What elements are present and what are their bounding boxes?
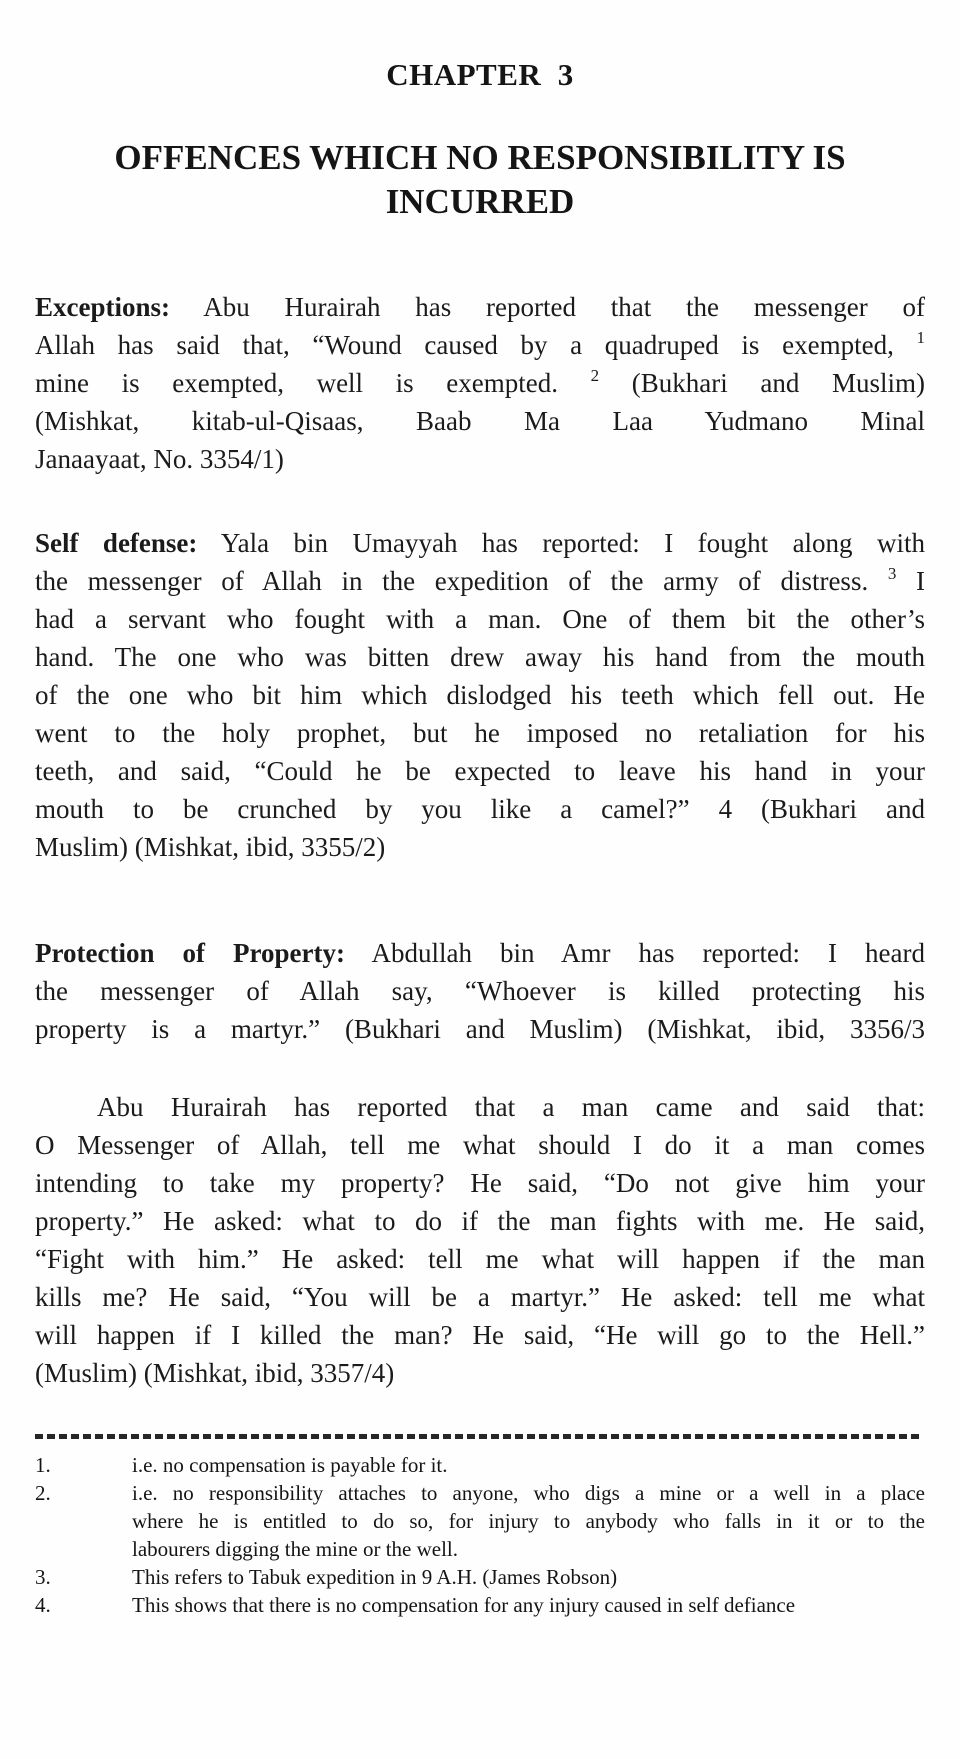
run-in-heading: Protection of Property: bbox=[35, 938, 345, 968]
footnote bbox=[35, 1591, 925, 1619]
run-in-heading: Exceptions: bbox=[35, 292, 170, 322]
text-segment: Yala bin Umayyah has reported: I fought along with bbox=[197, 528, 925, 558]
footnote-number: 3. bbox=[35, 1565, 51, 1589]
text-segment: hand. The one who was bitten drew away his hand from the mouth bbox=[35, 642, 925, 672]
paragraph-self-defense bbox=[35, 524, 925, 866]
footnote-text-line: i.e. no responsibility attaches to anyone, who digs a mine or a well in a place bbox=[132, 1481, 925, 1505]
text-segment: (Muslim) (Mishkat, ibid, 3357/4) bbox=[35, 1358, 395, 1388]
footnote-marker: 1 bbox=[916, 328, 925, 347]
text-segment: intending to take my property? He said, “Do not give him your bbox=[35, 1168, 925, 1198]
text-line bbox=[35, 714, 925, 752]
text-line bbox=[35, 790, 925, 828]
footnote-text-line: This refers to Tabuk expedition in 9 A.H. (James Robson) bbox=[132, 1565, 618, 1589]
page-title bbox=[35, 136, 925, 224]
text-line bbox=[35, 524, 925, 562]
footnote-text bbox=[132, 1591, 925, 1619]
text-segment: mine is exempted, well is exempted. bbox=[35, 368, 591, 398]
text-line bbox=[35, 638, 925, 676]
text-line bbox=[35, 440, 925, 478]
footnote-separator bbox=[35, 1434, 919, 1439]
run-in-heading: Self defense: bbox=[35, 528, 198, 558]
paragraph-exceptions bbox=[35, 288, 925, 478]
text-line bbox=[35, 752, 925, 790]
footnote bbox=[35, 1563, 925, 1591]
text-segment: “Fight with him.” He asked: tell me what will happen if the man bbox=[35, 1244, 925, 1274]
page-title-line-1: OFFENCES WHICH NO RESPONSIBILITY IS bbox=[114, 138, 846, 177]
text-line bbox=[35, 1354, 925, 1392]
text-segment: Abdullah bin Amr has reported: I heard bbox=[344, 938, 925, 968]
paragraph-protection-of-property bbox=[35, 934, 925, 1048]
text-line bbox=[35, 1088, 925, 1126]
text-line bbox=[35, 1240, 925, 1278]
text-segment: (Mishkat, kitab-ul-Qisaas, Baab Ma Laa Yudmano Minal bbox=[35, 406, 925, 436]
footnote-marker: 2 bbox=[590, 366, 600, 385]
footnote-number: 4. bbox=[35, 1593, 51, 1617]
text-line bbox=[35, 934, 925, 972]
text-line bbox=[35, 402, 925, 440]
text-segment: property.” He asked: what to do if the man fights with me. He said, bbox=[35, 1206, 925, 1236]
text-line bbox=[35, 676, 925, 714]
text-segment: kills me? He said, “You will be a martyr.” He asked: tell me what bbox=[35, 1282, 925, 1312]
text-segment: Abu Hurairah has reported that the messenger of bbox=[170, 292, 925, 322]
footnote-number: 1. bbox=[35, 1453, 51, 1477]
footnote-text bbox=[132, 1563, 925, 1591]
text-line bbox=[35, 364, 925, 402]
footnote-text bbox=[132, 1479, 925, 1563]
paragraph-abu-hurairah-dialogue bbox=[35, 1088, 925, 1392]
text-segment: O Messenger of Allah, tell me what should I do it a man comes bbox=[35, 1130, 925, 1160]
text-line bbox=[35, 972, 925, 1010]
chapter-heading: CHAPTER 3 bbox=[386, 57, 574, 92]
text-line bbox=[35, 288, 925, 326]
text-line bbox=[35, 828, 925, 866]
text-segment: Allah has said that, “Wound caused by a quadruped is exempted, bbox=[35, 330, 917, 360]
text-segment: had a servant who fought with a man. One of them bit the other’s bbox=[35, 604, 925, 634]
page-title-line-2: INCURRED bbox=[385, 182, 575, 221]
text-line bbox=[35, 1010, 925, 1048]
text-line bbox=[35, 326, 925, 364]
text-segment: went to the holy prophet, but he imposed no retaliation for his bbox=[35, 718, 925, 748]
text-segment: the messenger of Allah say, “Whoever is killed protecting his bbox=[35, 976, 925, 1006]
text-line bbox=[35, 1316, 925, 1354]
footnote-text-line: labourers digging the mine or the well. bbox=[132, 1537, 459, 1561]
footnote bbox=[35, 1479, 925, 1563]
body-paragraphs bbox=[35, 288, 925, 1392]
text-segment: the messenger of Allah in the expedition of the army of distress. bbox=[35, 566, 888, 596]
footnote-text-line: This shows that there is no compensation for any injury caused in self defiance bbox=[132, 1593, 796, 1617]
footnote-text bbox=[132, 1451, 925, 1479]
text-line bbox=[35, 600, 925, 638]
text-segment: will happen if I killed the man? He said, “He will go to the Hell.” bbox=[35, 1320, 925, 1350]
text-segment: mouth to be crunched by you like a camel?” 4 (Bukhari and bbox=[35, 794, 925, 824]
footnote-marker: 3 bbox=[887, 564, 897, 583]
text-segment: (Bukhari and Muslim) bbox=[599, 368, 925, 398]
text-line bbox=[35, 1202, 925, 1240]
text-line bbox=[35, 1164, 925, 1202]
text-segment: property is a martyr.” (Bukhari and Muslim) (Mishkat, ibid, 3356/3 bbox=[35, 1014, 925, 1044]
text-segment: Janaayaat, No. 3354/1) bbox=[35, 444, 284, 474]
text-line bbox=[35, 1278, 925, 1316]
footnotes bbox=[35, 1451, 925, 1619]
footnote-text-line: where he is entitled to do so, for injury to anybody who falls in it or to the bbox=[132, 1509, 925, 1533]
footnote-text-line: i.e. no compensation is payable for it. bbox=[132, 1453, 448, 1477]
text-line bbox=[35, 562, 925, 600]
text-segment: teeth, and said, “Could he be expected to leave his hand in your bbox=[35, 756, 925, 786]
footnote bbox=[35, 1451, 925, 1479]
text-segment: Abu Hurairah has reported that a man came and said that: bbox=[97, 1092, 925, 1122]
footnote-number: 2. bbox=[35, 1481, 51, 1505]
text-line bbox=[35, 1126, 925, 1164]
text-segment: Muslim) (Mishkat, ibid, 3355/2) bbox=[35, 832, 386, 862]
text-segment: of the one who bit him which dislodged his teeth which fell out. He bbox=[35, 680, 925, 710]
text-segment: I bbox=[896, 566, 925, 596]
